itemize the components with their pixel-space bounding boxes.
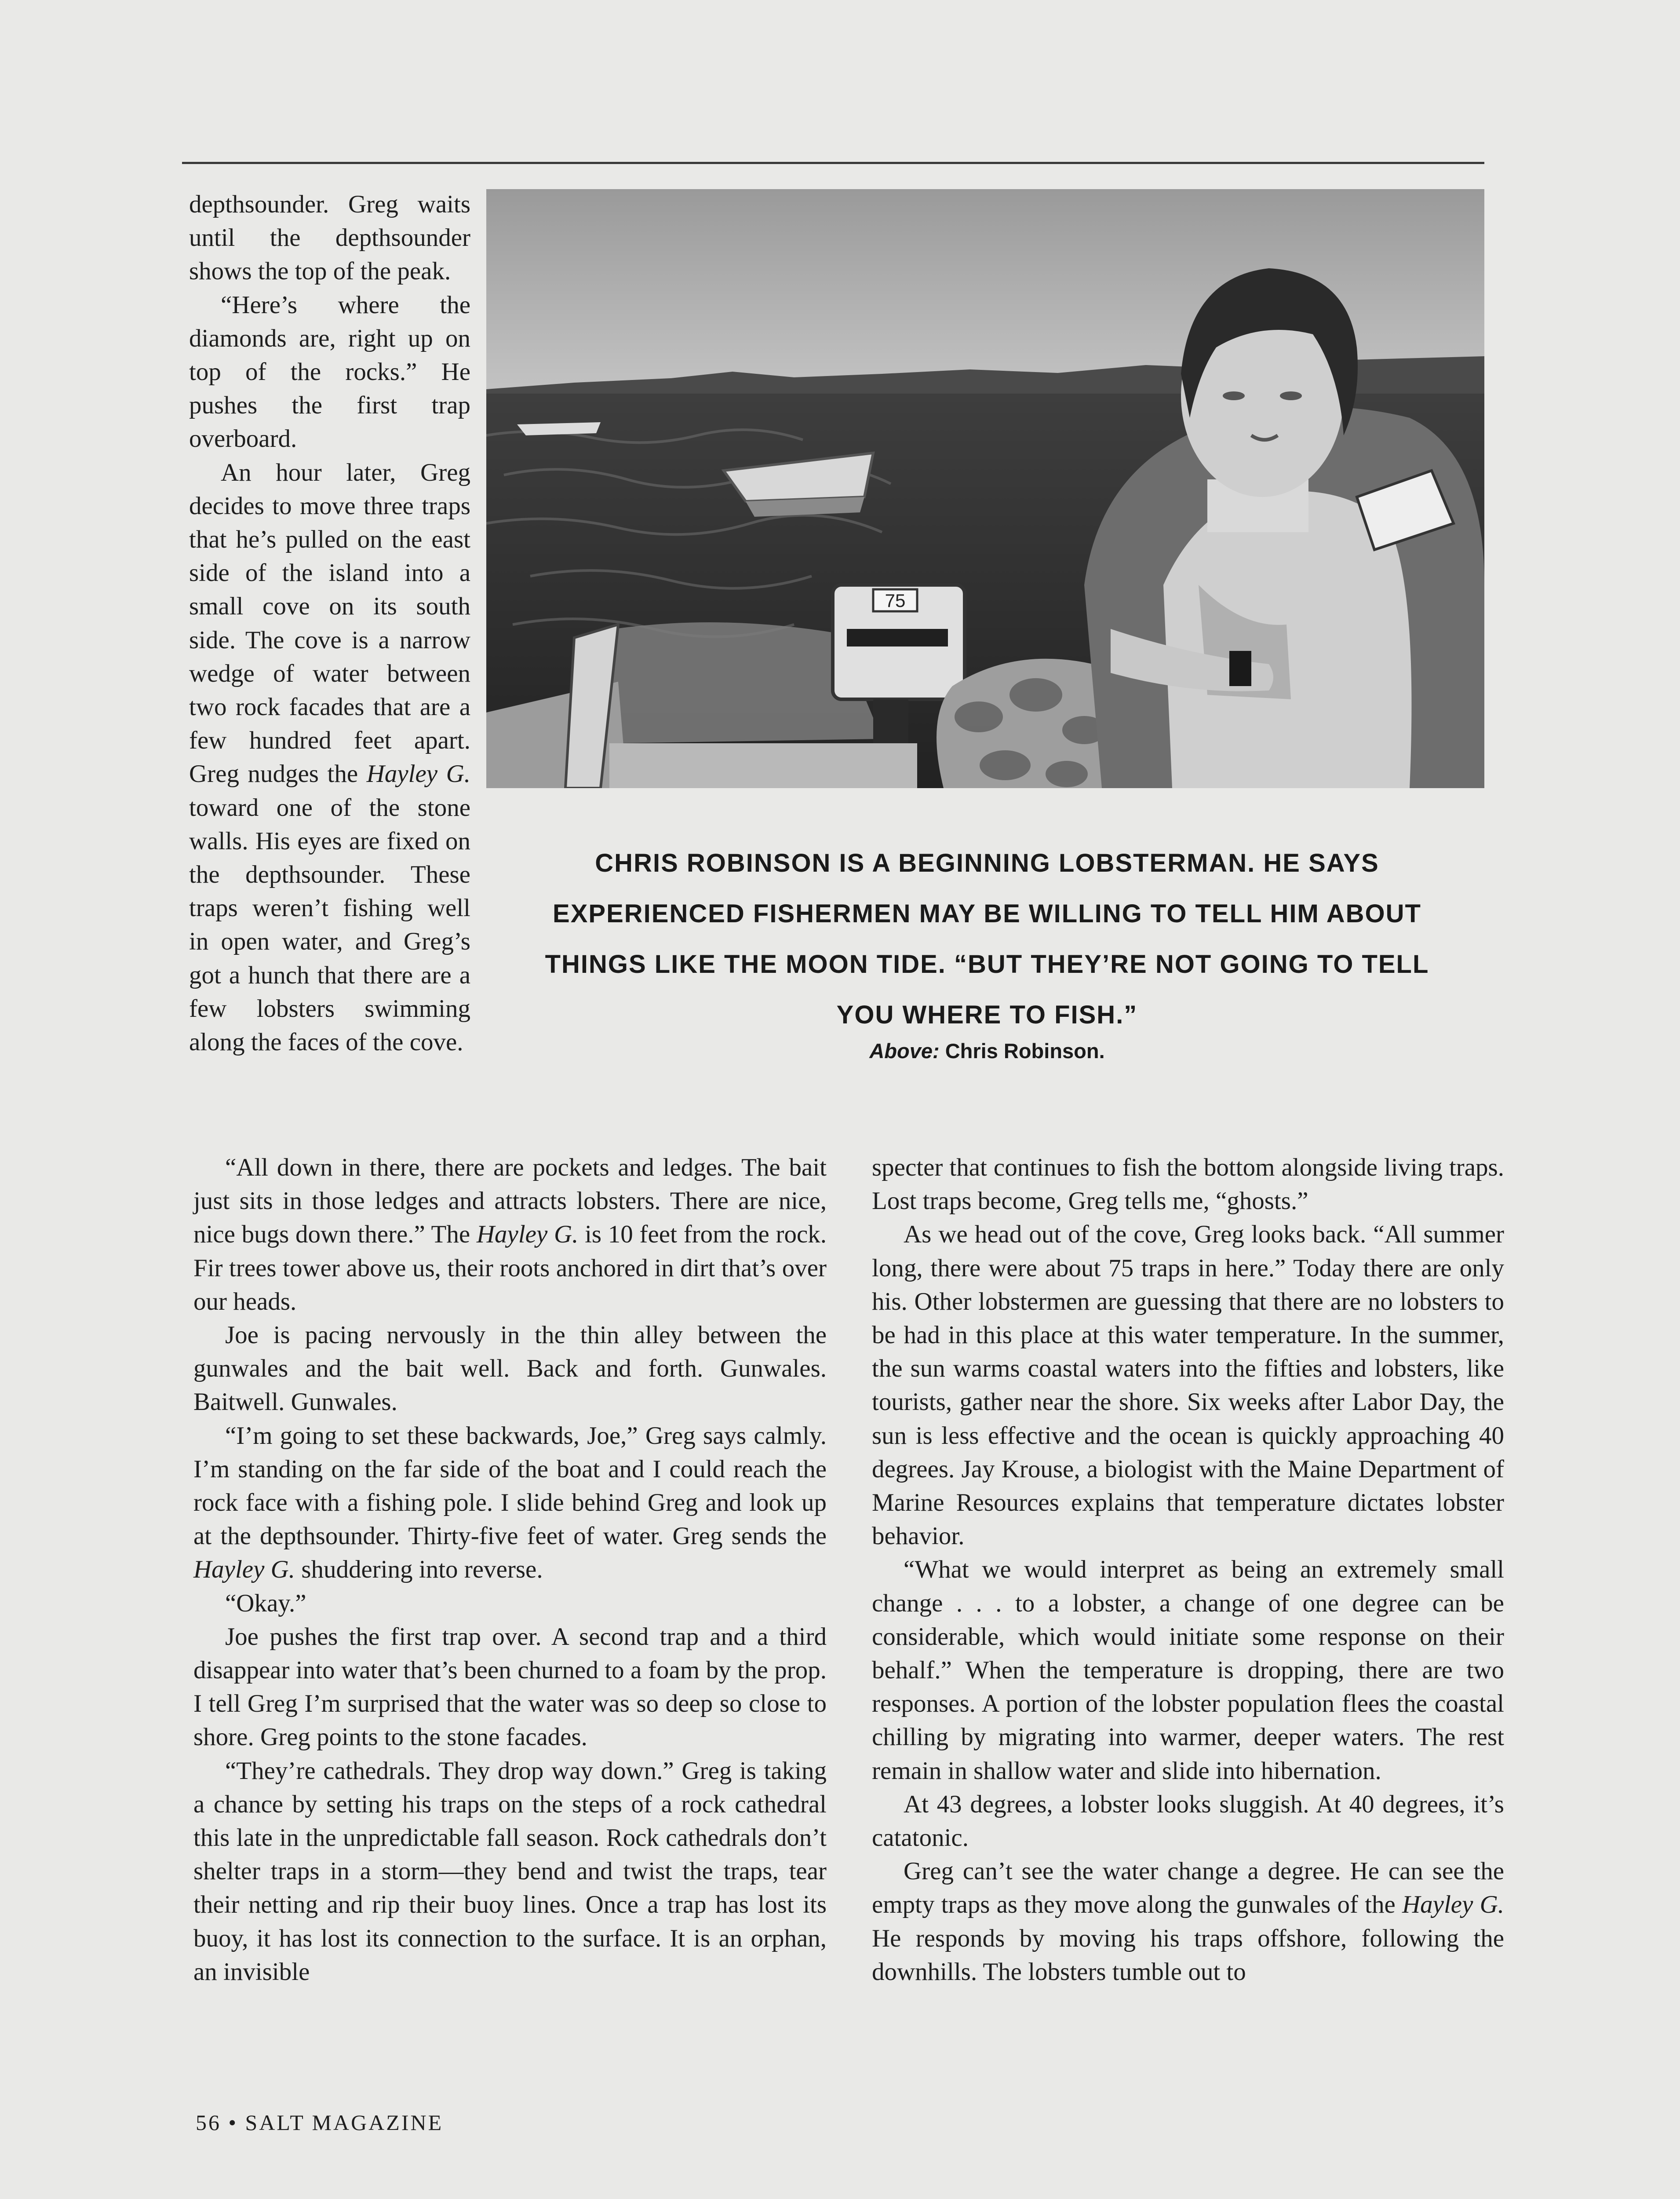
paragraph: Greg can’t see the water change a degree. He can see the empty traps as they move along the gunwales of the Hayley G. He responds by moving his traps offshore, following the downhills. The lobsters tumble out to [872,1857,1504,1986]
photo-credit [519,1038,1455,1064]
boat-name: Hayley G. [366,760,470,788]
paragraph: An hour later, Greg decides to move three traps that he’s pulled on the east side of the island into a small cove on its south side. The cove is a narrow wedge of water between two rock facades that are a few hundred feet apart. Greg nudges the Hayley G. toward one of the stone walls. His eyes are fixed on the depthsounder. These traps weren’t fishing well in open water, and Greg’s got a hunch that there are a few lobsters swimming along the faces of the cove. [189,458,470,1056]
paragraph: “They’re cathedrals. They drop way down.” Greg is taking a chance by setting his traps on the steps of a rock cathedral this late in the unpredictable fall season. Rock cathedrals don’t shelter traps in a storm—they bend and twist the traps, tear their netting and rip their buoy lines. Once a trap has lost its buoy, it has lost its connection to the surface. It is an orphan, an invisible [193,1757,827,1986]
boat-name: Hayley G. [1402,1891,1504,1919]
paragraph: As we head out of the cove, Greg looks back. “All summer long, there were about 75 traps in here.” Today there are only his. Other lobstermen are guessing that there are no lobsters to be had in this place at this water temperature. In the summer, the sun warms coastal waters into the fifties and lobsters, like tourists, gather near the shore. Six weeks after Labor Day, the sun is less effective and the ocean is quickly approaching 40 degrees. Jay Krouse, a biologist with the Maine Department of Marine Resources explains that temperature dictates lobster behavior. [872,1220,1504,1550]
paragraph: Joe is pacing nervously in the thin alley between the gunwales and the bait well. Back and forth. Gunwales. Baitwell. Gunwales. [193,1321,827,1416]
top-rule [182,162,1484,164]
right-text-column [872,1151,1504,1989]
narrow-text-column [189,188,470,1059]
paragraph: Joe pushes the first trap over. A second trap and a third disappear into water that’s been churned to a foam by the prop. I tell Greg I’m surprised that the water was so deep so close to shore. Greg points to the stone facades. [193,1622,827,1751]
motor-label: 75 [885,590,906,611]
paragraph: specter that continues to fish the bottom alongside living traps. Lost traps become, Greg tells me, “ghosts.” [872,1154,1504,1215]
paragraph: At 43 degrees, a lobster looks sluggish. At 40 degrees, it’s catatonic. [872,1790,1504,1852]
credit-label: Above: [869,1039,940,1063]
paragraph: “What we would interpret as being an extremely small change . . . to a lobster, a change of one degree can be considerable, which would initiate some response on their behalf.” When the temperature is dropping, there are two responses. A portion of the lobster population flees the coastal chilling by migrating into warmer, deeper waters. The rest remain in shallow water and slide into hibernation. [872,1556,1504,1785]
paragraph: “Okay.” [225,1589,306,1617]
boat-name: Hayley G. [193,1556,295,1584]
paragraph: “Here’s where the diamonds are, right up on top of the rocks.” He pushes the first trap overboard. [189,291,470,453]
paragraph: depthsounder. Greg waits until the depthsounder shows the top of the peak. [189,190,470,285]
left-text-column [193,1151,827,1989]
lobsterman-photo [486,189,1484,788]
page-footer: 56 • SALT MAGAZINE [196,2110,444,2135]
boat-name: Hayley G. [476,1220,579,1249]
paragraph: “I’m going to set these backwards, Joe,” Greg says calmly. I’m standing on the far side of the boat and I could reach the rock face with a fishing pole. I slide behind Greg and look up at the depthsounder. Thirty-five feet of water. Greg sends the Hayley G. shuddering into reverse. [193,1421,827,1584]
paragraph: “All down in there, there are pockets and ledges. The bait just sits in those ledges and attracts lobsters. There are nice, nice bugs down there.” The Hayley G. is 10 feet from the rock. Fir trees tower above us, their roots anchored in dirt that’s over our heads. [193,1154,827,1315]
credit-name: Chris Robinson. [939,1039,1105,1063]
photo-caption: CHRIS ROBINSON IS A BEGINNING LOBSTERMAN. HE SAYS EXPERIENCED FISHERMEN MAY BE WILLING TO TELL HIM ABOUT THINGS LIKE THE MOON TIDE. “BUT THEY’RE NOT GOING TO TELL YOU WHERE TO FISH.” [545,849,1429,1029]
